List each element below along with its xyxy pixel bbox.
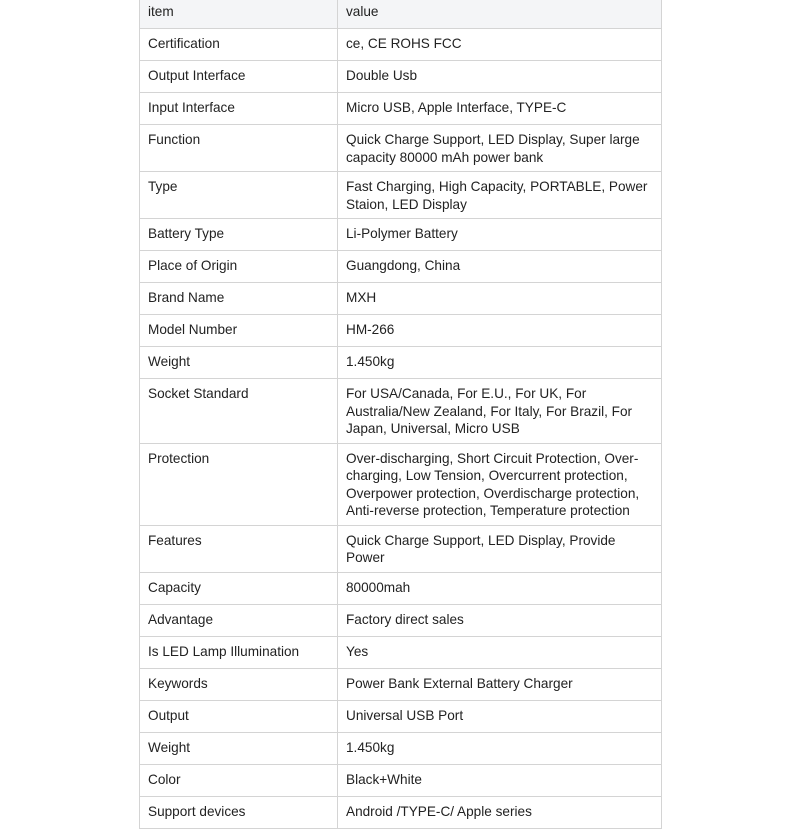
table-row (140, 93, 662, 125)
row-value: Quick Charge Support, LED Display, Provide Power (338, 525, 662, 572)
row-item: Brand Name (140, 283, 338, 315)
table-row (140, 379, 662, 444)
row-item: Support devices (140, 796, 338, 828)
row-value: HM-266 (338, 315, 662, 347)
header-value: value (338, 0, 662, 29)
row-value: MXH (338, 283, 662, 315)
row-value: Quick Charge Support, LED Display, Super large capacity 80000 mAh power bank (338, 125, 662, 172)
table-row (140, 315, 662, 347)
row-value: 1.450kg (338, 347, 662, 379)
row-item: Type (140, 172, 338, 219)
row-item: Certification (140, 29, 338, 61)
row-item: Color (140, 764, 338, 796)
row-value: Guangdong, China (338, 251, 662, 283)
table-row (140, 700, 662, 732)
table-row (140, 61, 662, 93)
row-value: 1.450kg (338, 732, 662, 764)
row-value: Over-discharging, Short Circuit Protection, Over-charging, Low Tension, Overcurrent protection, Overpower protection, Overdischarge protection, Anti-reverse protection, Temperature protection (338, 443, 662, 525)
row-item: Keywords (140, 668, 338, 700)
row-value: Power Bank External Battery Charger (338, 668, 662, 700)
row-value: Universal USB Port (338, 700, 662, 732)
table-row (140, 172, 662, 219)
row-item: Model Number (140, 315, 338, 347)
table-row (140, 572, 662, 604)
table-row (140, 636, 662, 668)
row-value: For USA/Canada, For E.U., For UK, For Australia/New Zealand, For Italy, For Brazil, For Japan, Universal, Micro USB (338, 379, 662, 444)
row-item: Is LED Lamp Illumination (140, 636, 338, 668)
table-row (140, 668, 662, 700)
table-row (140, 125, 662, 172)
row-value: Yes (338, 636, 662, 668)
row-item: Socket Standard (140, 379, 338, 444)
table-row (140, 251, 662, 283)
row-item: Advantage (140, 604, 338, 636)
row-item: Battery Type (140, 219, 338, 251)
row-item: Function (140, 125, 338, 172)
row-value: Li-Polymer Battery (338, 219, 662, 251)
row-item: Output Interface (140, 61, 338, 93)
row-value: 80000mah (338, 572, 662, 604)
table-row (140, 525, 662, 572)
row-item: Weight (140, 347, 338, 379)
row-value: Black+White (338, 764, 662, 796)
row-value: Factory direct sales (338, 604, 662, 636)
table-row (140, 283, 662, 315)
row-item: Features (140, 525, 338, 572)
table-row (140, 604, 662, 636)
row-value: Android /TYPE-C/ Apple series (338, 796, 662, 828)
table-row (140, 219, 662, 251)
header-item: item (140, 0, 338, 29)
row-item: Protection (140, 443, 338, 525)
table-header-row (140, 0, 662, 29)
table-row (140, 443, 662, 525)
spec-table (139, 0, 662, 829)
row-item: Output (140, 700, 338, 732)
table-row (140, 347, 662, 379)
row-value: Double Usb (338, 61, 662, 93)
table-row (140, 796, 662, 828)
table-row (140, 764, 662, 796)
row-value: Fast Charging, High Capacity, PORTABLE, Power Staion, LED Display (338, 172, 662, 219)
table-row (140, 29, 662, 61)
row-value: Micro USB, Apple Interface, TYPE-C (338, 93, 662, 125)
table-row (140, 732, 662, 764)
row-item: Input Interface (140, 93, 338, 125)
row-item: Weight (140, 732, 338, 764)
spec-table-container (139, 0, 661, 829)
row-value: ce, CE ROHS FCC (338, 29, 662, 61)
row-item: Capacity (140, 572, 338, 604)
row-item: Place of Origin (140, 251, 338, 283)
